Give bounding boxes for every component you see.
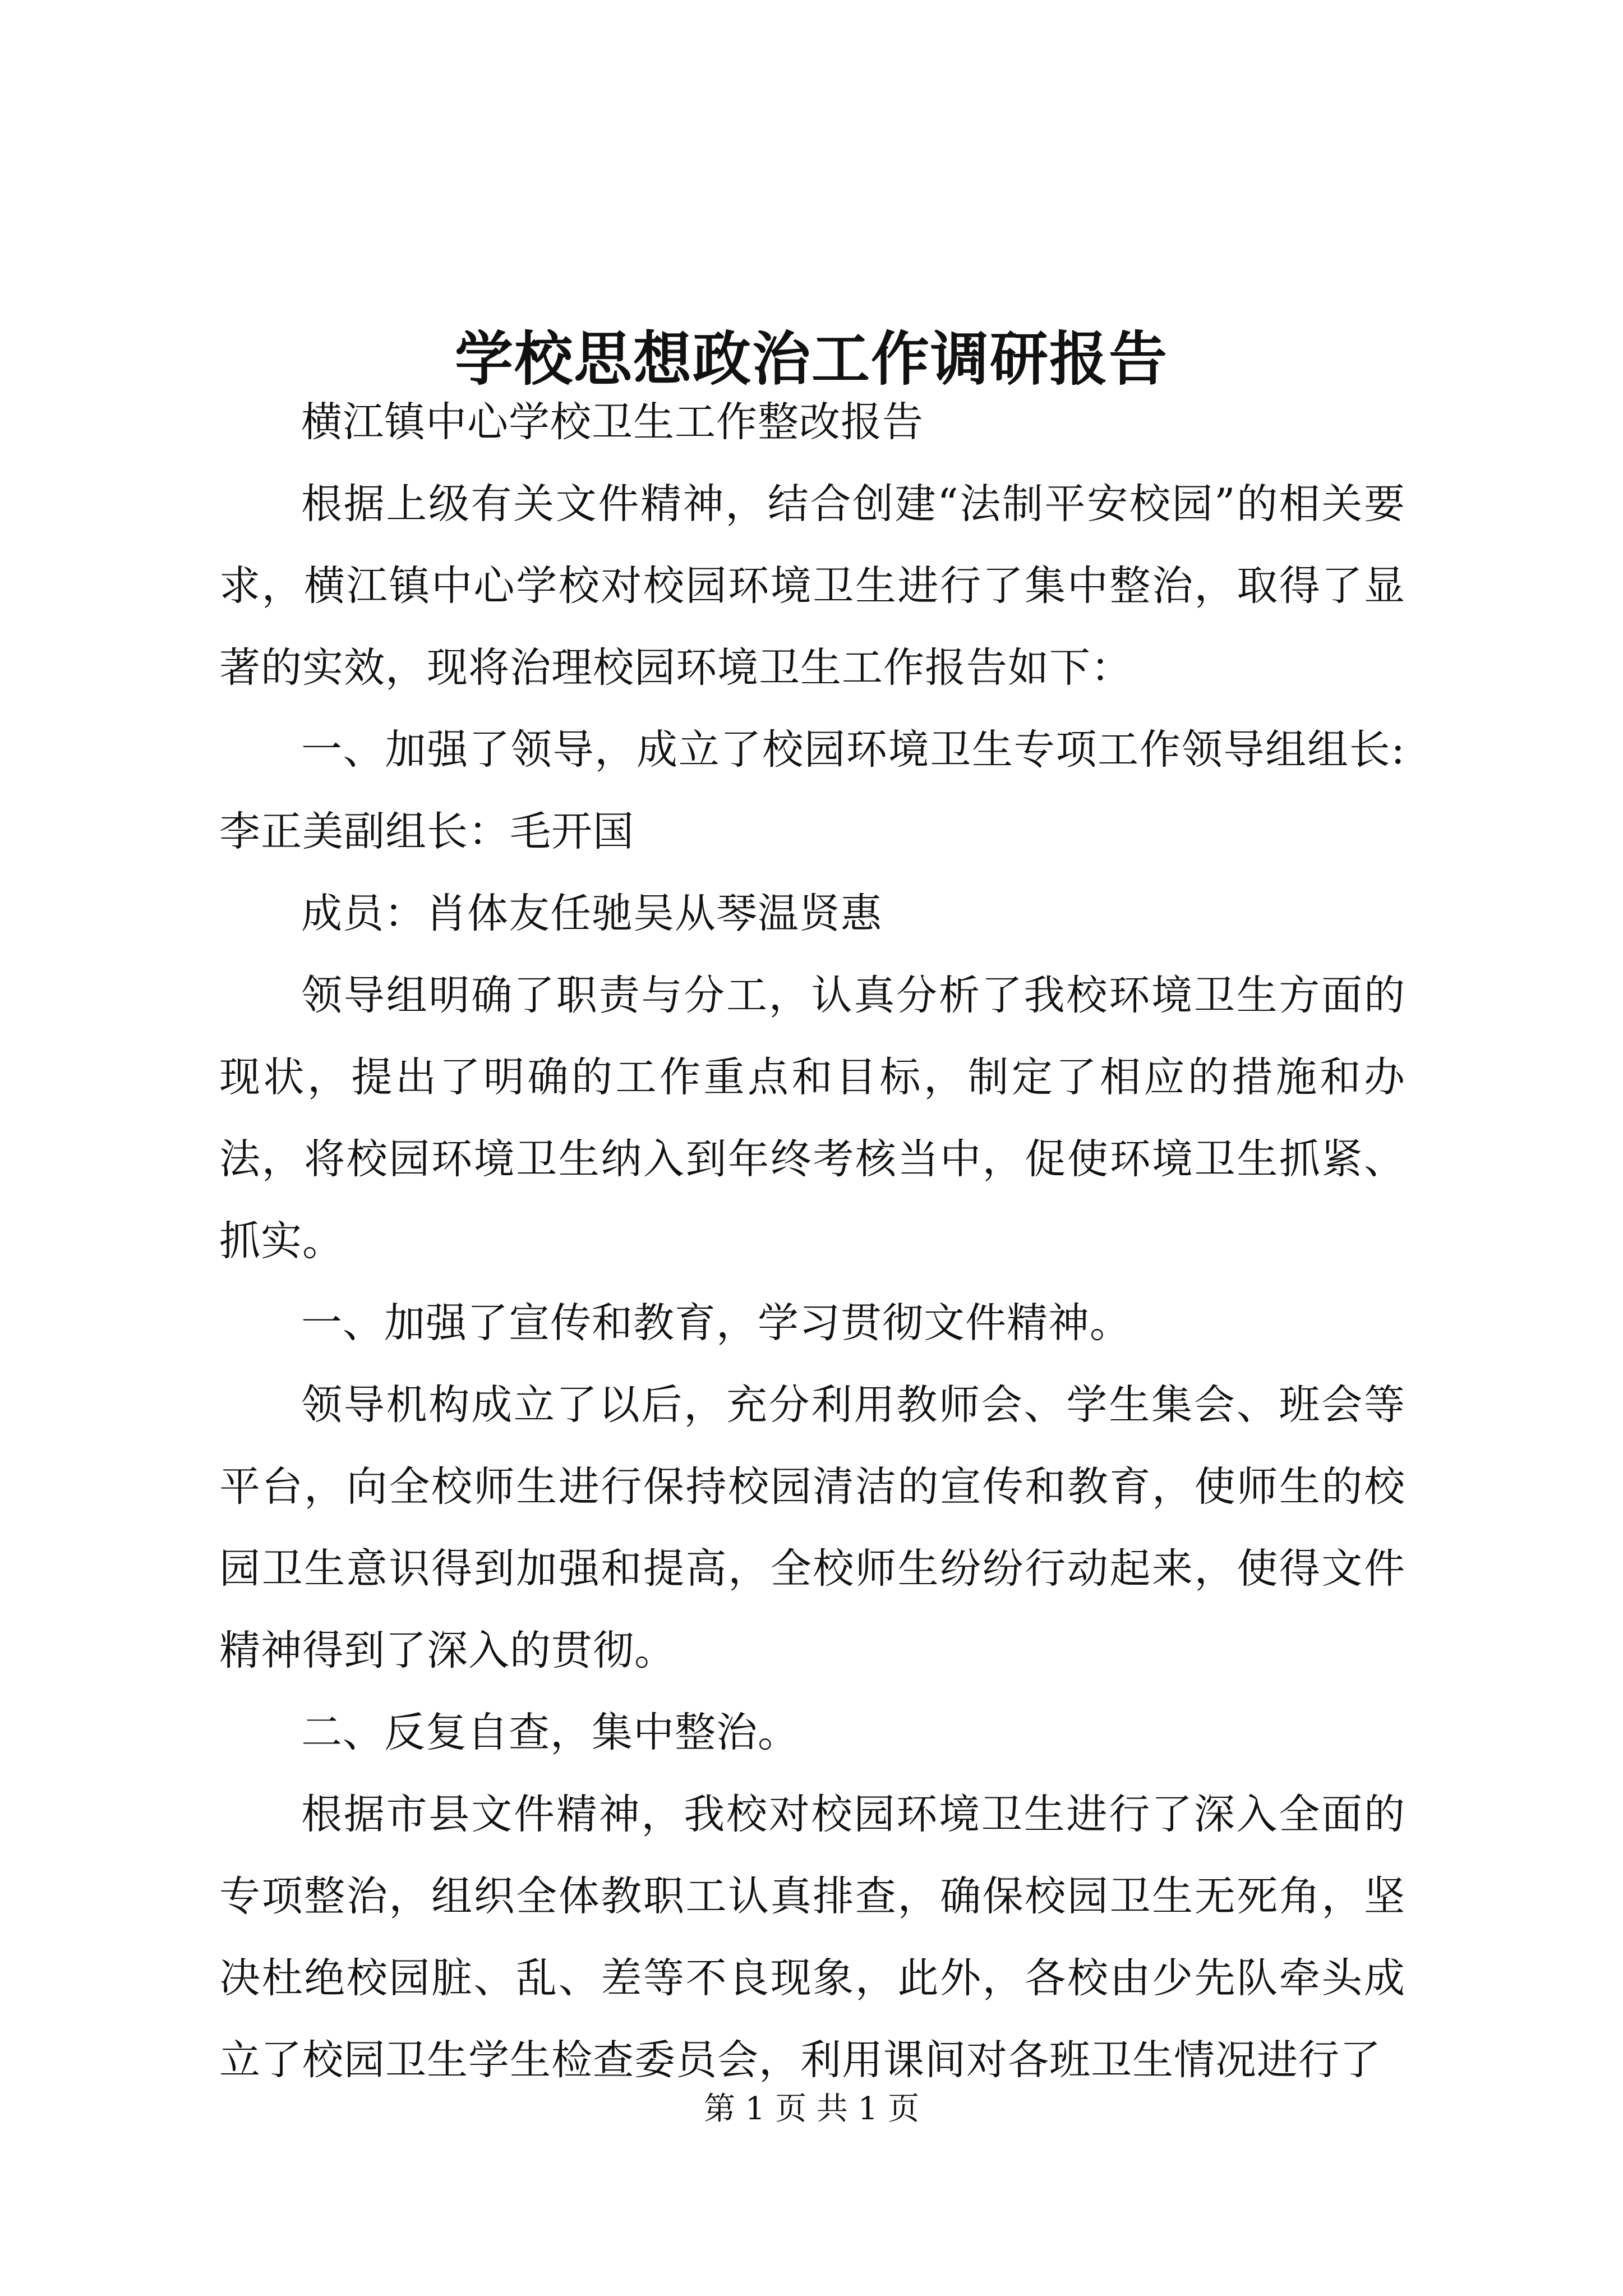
paragraph-responsibilities: 领导组明确了职责与分工，认真分析了我校环境卫生方面的现状，提出了明确的工作重点和目标，制定了相应的措施和办法，将校园环境卫生纳入到年终考核当中，促使环境卫生抓紧、抓实。: [219, 972, 1405, 1265]
paragraph-heading-publicity: 一、加强了宣传和教育，学习贯彻文件精神。: [301, 1299, 1131, 1347]
document-title: 学校思想政治工作调研报告: [454, 324, 1168, 393]
paragraph-members: 成员：肖体友任驰吴从琴温贤惠: [301, 890, 882, 937]
paragraph-subtitle: 横江镇中心学校卫生工作整改报告: [301, 398, 924, 446]
paragraph-intro: 根据上级有关文件精神，结合创建“法制平安校园”的相关要求，横江镇中心学校对校园环境卫生进行了集中整治，取得了显著的实效，现将治理校园环境卫生工作报告如下：: [219, 480, 1405, 692]
paragraph-leadership: 一、加强了领导，成立了校园环境卫生专项工作领导组组长:李正美副组长：毛开国: [219, 726, 1405, 855]
paragraph-heading-inspection: 二、反复自查，集中整治。: [301, 1709, 799, 1756]
paragraph-publicity: 领导机构成立了以后，充分利用教师会、学生集会、班会等平台，向全校师生进行保持校园清洁的宣传和教育，使师生的校园卫生意识得到加强和提高，全校师生纷纷行动起来，使得文件精神得到了深入的贯彻。: [219, 1381, 1405, 1674]
document-body: [219, 381, 1405, 2101]
page-footer: 第 1 页 共 1 页: [703, 2091, 920, 2127]
paragraph-inspection: 根据市县文件精神，我校对校园环境卫生进行了深入全面的专项整治，组织全体教职工认真排查，确保校园卫生无死角，坚决杜绝校园脏、乱、差等不良现象，此外，各校由少先队牵头成立了校园卫生学生检查委员会，利用课间对各班卫生情况进行了: [219, 1791, 1405, 2084]
